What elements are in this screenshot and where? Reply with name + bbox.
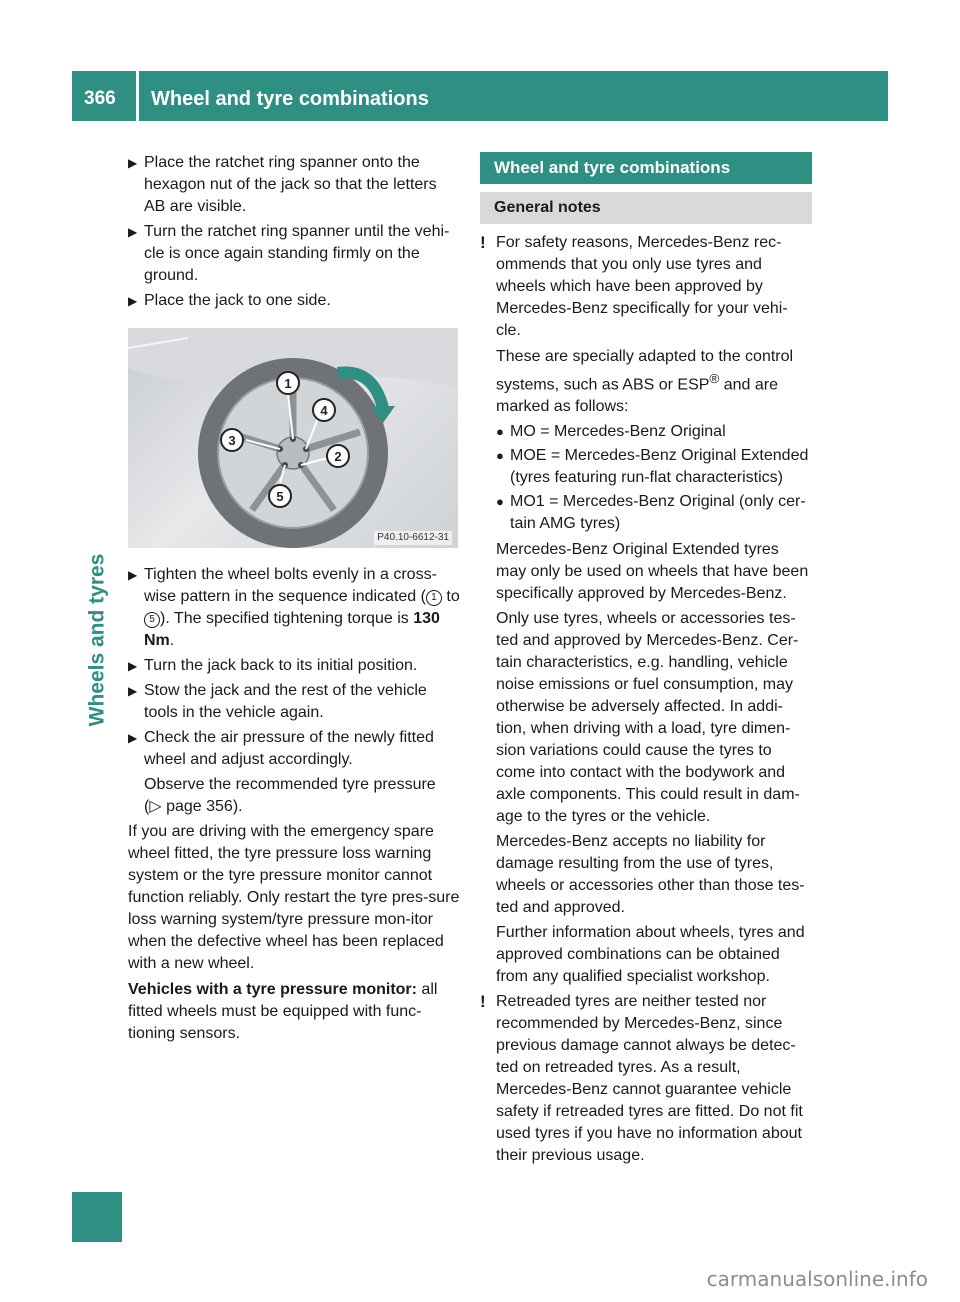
left-column	[128, 152, 460, 1049]
callout-number: 1	[284, 376, 292, 391]
step-note: Observe the recommended tyre pressure (▷ page 356).	[144, 776, 436, 815]
registered-mark: ®	[709, 371, 720, 386]
chapter-label: Wheels and tyres	[85, 553, 109, 727]
tyre-monitor-text: all fitted wheels must be equipped with func-tioning sensors.	[128, 981, 438, 1042]
callout-number: 5	[276, 489, 284, 504]
callout-3	[221, 429, 243, 451]
step-item	[128, 564, 460, 652]
callout-2	[327, 445, 349, 467]
step-text: Check the air pressure of the newly fitted wheel and adjust accordingly.	[144, 729, 434, 768]
bullet-icon: ●	[496, 494, 504, 510]
figure-code: P40.10-6612-31	[374, 531, 452, 545]
chapter-marker-block	[72, 1192, 122, 1242]
step-arrow-icon: ▶	[128, 659, 138, 673]
step-text: Turn the ratchet ring spanner until the vehi-cle is once again standing firmly on the ground.	[144, 223, 450, 284]
paragraph: Only use tyres, wheels or accessories tes-ted and approved by Mercedes-Benz. Cer-tain characteristics, e.g. handling, vehicle noise emissions or fuel consumption, may otherwise be adversely affected. In addi-tion, when driving with a load, tyre dimen-sion variations could cause the tyres to come into contact with the bodywork and axle components. This could result in dam-age to the tyres or the vehicle.	[496, 610, 800, 826]
step-arrow-icon: ▶	[128, 568, 138, 582]
list-item	[496, 421, 812, 443]
callout-4	[313, 399, 335, 421]
step-item	[128, 290, 460, 312]
page-number: 366	[84, 88, 116, 109]
page-title: Wheel and tyre combinations	[151, 88, 429, 110]
circled-number: 5	[144, 612, 160, 628]
step-text-mid: to	[441, 588, 460, 605]
callout-number: 3	[228, 433, 236, 448]
page-ref-arrow-icon: ▷	[149, 798, 162, 815]
control-systems-text: These are specially adapted to the control systems, such as ABS or ESP® and are marked as follows:	[496, 348, 794, 416]
step-text-post: ). The specified tightening torque is	[160, 610, 414, 627]
step-text: Place the jack to one side.	[144, 292, 331, 309]
step-arrow-icon: ▶	[128, 684, 138, 698]
paragraph: Further information about wheels, tyres and approved combinations can be obtained from any qualified specialist workshop.	[496, 924, 805, 986]
step-arrow-icon: ▶	[128, 731, 138, 745]
warning-text: For safety reasons, Mercedes-Benz rec-ommends that you only use tyres and wheels which have been approved by Mercedes-Benz specifically for your vehi-cle.	[496, 234, 788, 339]
step-text: Place the ratchet ring spanner onto the hexagon nut of the jack so that the letters AB are visible.	[144, 154, 437, 215]
bullet-icon: ●	[496, 448, 504, 464]
watermark: carmanualsonline.info	[706, 1267, 928, 1291]
paragraph: Mercedes-Benz Original Extended tyres may only be used on wheels that have been specifically approved by Mercedes-Benz.	[496, 541, 809, 603]
step-text: Turn the jack back to its initial position.	[144, 657, 418, 674]
torque-value: 130 Nm	[144, 610, 440, 649]
warning-icon: !	[480, 992, 486, 1012]
callout-number: 4	[320, 403, 328, 418]
chapter-side-tab	[72, 553, 122, 727]
step-text: Stow the jack and the rest of the vehicle tools in the vehicle again.	[144, 682, 427, 721]
callout-5	[269, 485, 291, 507]
callout-number: 2	[334, 449, 342, 464]
warning-icon: !	[480, 233, 486, 252]
list-item	[496, 445, 812, 489]
wheel-bolt-sequence-figure	[128, 328, 458, 548]
step-arrow-icon: ▶	[128, 294, 138, 308]
spare-wheel-paragraph: If you are driving with the emergency spare wheel fitted, the tyre pressure loss warning system or the tyre pressure monitor cannot function reliably. Only restart the tyre pres-sure loss warning system/tyre pressure mon-itor when the defective wheel has been replaced with a new wheel.	[128, 823, 460, 972]
page-reference-link[interactable]: page 356).	[166, 798, 243, 815]
step-item	[128, 680, 460, 724]
observe-text: Observe the recommended tyre pressure	[144, 776, 436, 793]
page-header	[72, 71, 888, 121]
list-item-text: MO = Mercedes-Benz Original	[510, 423, 726, 441]
list-item-text: MOE = Mercedes-Benz Original Extended (tyres featuring run-flat characteristics)	[510, 447, 809, 487]
wheel-illustration	[128, 328, 458, 548]
step-text-pre: Tighten the wheel bolts evenly in a cross-wise pattern in the sequence indicated (	[144, 566, 437, 605]
warning-text: Retreaded tyres are neither tested nor recommended by Mercedes-Benz, since previous damage cannot always be detec-ted on retreaded tyres. As a result, Mercedes-Benz cannot guarantee vehicle safety if retreaded tyres are fitted. Do not fit used tyres if you have no information about their previous usage.	[496, 993, 803, 1165]
circled-number: 1	[426, 590, 442, 606]
paragraph: Mercedes-Benz accepts no liability for damage resulting from the use of tyres, wheels or accessories other than those tes-ted and approved.	[496, 833, 805, 917]
warning-note	[480, 232, 812, 342]
tyre-monitor-lead: Vehicles with a tyre pressure monitor:	[128, 981, 417, 998]
tyre-monitor-paragraph	[128, 979, 460, 1045]
step-item	[128, 152, 460, 218]
step-item	[128, 727, 460, 771]
step-arrow-icon: ▶	[128, 156, 138, 170]
step-item	[128, 221, 460, 287]
warning-note	[480, 991, 812, 1167]
callout-1	[277, 372, 299, 394]
right-column	[480, 152, 812, 1171]
subsection-title: General notes	[480, 192, 812, 224]
bullet-icon: ●	[496, 424, 504, 440]
section-title: Wheel and tyre combinations	[480, 152, 812, 184]
step-item	[128, 655, 460, 677]
step-arrow-icon: ▶	[128, 225, 138, 239]
list-item-text: MO1 = Mercedes-Benz Original (only cer-tain AMG tyres)	[510, 493, 806, 533]
list-item	[496, 491, 812, 535]
step-text-end: .	[169, 632, 175, 649]
tyre-marking-list	[480, 421, 812, 535]
